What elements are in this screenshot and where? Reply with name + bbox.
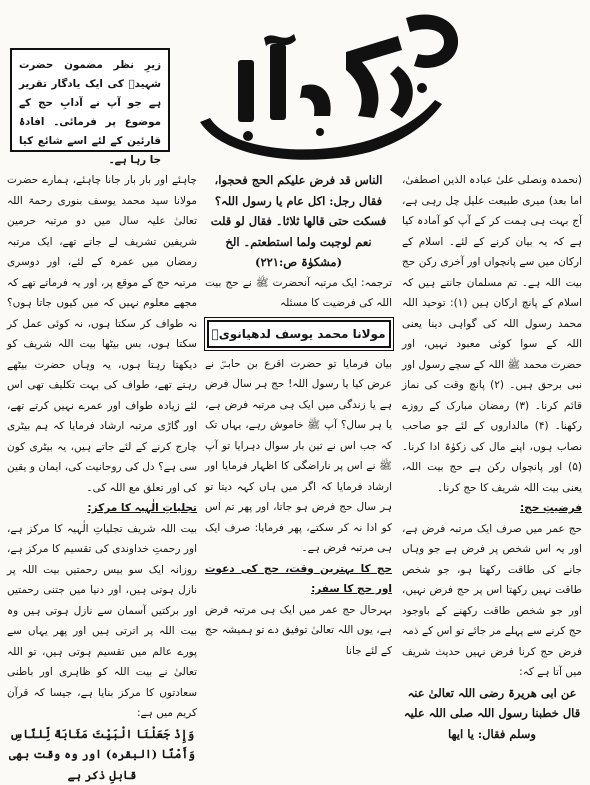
paragraph-translation: ترجمہ: ایک مرتبہ آنحضرت ﷺ نے حج بیت اللہ کی فرضیت کا مسئلہ [205, 273, 392, 314]
arabic-hadith-start: عن ابی ھریرۃ رضی اللہ تعالیٰ عنہ قال خطبنا رسول اللہ صلی اللہ علیہ وسلم فقال: یا ایھا [402, 683, 582, 745]
author-byline-box [207, 320, 391, 348]
paragraph-obligation: حج عمر میں صرف ایک مرتبہ فرض ہے، اور یہ اس شخص پر فرض ہے جو وہاں جانے کی طاقت رکھتا ہو، جو شخص طاقت نہیں رکھتا اس پر حج فرض نہیں، اور جو شخص طاقت رکھنے کے باوجود حج کرنے سے پہلے مر جائے تو اس کے ذمہ فرض حج کرنا فرض نہیں حدیث شریف میں آتا ہے کہ: [402, 519, 582, 683]
arabic-hadith-continued: الناس قد فرض علیکم الحج فحجوا، فقال رجل: اکل عام یا رسول اللہ؟ فسکت حتی قالھا ثلاثا۔ فقال لو قلت نعم لوجبت ولما استطعتم۔ الخ (مشکوٰۃ ص:۲۲۱) [205, 170, 392, 273]
intro-note-text: زیرِ نظر مضمون حضرت شہیدؒ کی ایک یادگار تقریر ہے جو آپ نے آدابِ حج کے موضوع پر فرمائی۔ افادۂ قارئین کے لئے اسے شائع کیا جا رہا ہے۔ [19, 59, 161, 166]
paragraph-narration: بیان فرمایا تو حضرت اقرع بن حابسؓ نے عرض کیا یا رسول اللہ! حج ہر سال فرض ہے یا زندگی میں ایک ہی مرتبہ فرض ہے، یا ہر سال؟ آپ ﷺ خاموش رہے، یہاں تک کہ جب اس نے تین بار سوال دہرایا تو آپ ﷺ نے اس پر ناراضگی کا اظہار فرمایا اور ارشاد فرمایا کہ اگر میں ہاں کہہ دیتا تو ہر سال حج فرض ہو جاتا، اور پھر تم اس کو ادا نہ کر سکتے، پھر فرمایا: صرف ایک ہی مرتبہ فرض ہے۔ [205, 354, 392, 559]
paragraph-banuri: چاہئے اور بار بار جانا چاہئے، ہمارے حضرت مولانا سید محمد یوسف بنوری رحمۃ اللہ تعالیٰ علیہ سال میں دو مرتبہ حرمین شریفین تشریف لے جاتے تھے، ایک مرتبہ رمضان میں عمرہ کے لئے، اور دوسری مرتبہ حج کے موقع پر، اور یہ فرماتے تھے کہ مجھے معلوم نہیں کہ میں کیوں جاتا ہوں؟ نہ طواف کر سکتا ہوں، نہ کوئی عمل کر سکتا ہوں، بس بیٹھا بیت اللہ شریف کو دیکھتا رہتا ہوں، یہ وہاں حضرت بیٹھے رہتے تھے، طواف کی بہت تکلیف تھی اس لئے زیادہ طواف اور عمرے نہیں کرتے تھے، اور گاڑی مرتبہ ارشاد فرمایا کہ ہم بیٹری چارج کرنے کے لئے جاتے ہیں، یہ بیٹری کون سی ہے؟ دل کی روحانیت کی، ایمان و یقین کی اور تعلق مع اللہ کی۔ [7, 170, 197, 498]
paragraph-best-time: بہرحال حج عمر میں ایک ہی مرتبہ فرض ہے، یوں اللہ تعالیٰ توفیق دے تو ہمیشہ حج کے لئے جانا [205, 600, 392, 662]
intro-note-box [10, 48, 170, 152]
subheading-hajj-obligation: فرضیتِ حج: [402, 498, 582, 519]
column-middle [205, 170, 392, 750]
paragraph-divine-manifestations: بیت اللہ شریف تجلیاتِ الٰہیہ کا مرکز ہے، اور رحمتِ خداوندی کی تقسیم کا مرکز ہے، روزانہ ایک سو بیس رحمتیں بیت اللہ پر نازل ہوتی ہیں، اور دنیا میں جتنی رحمتیں اور برکتیں آسمان سے نازل ہوتی ہیں وہ بیت اللہ پر اترتی ہیں اور پھر یہاں سے پورے عالم میں تقسیم ہوتی ہیں، تو اللہ تعالیٰ نے بیت اللہ کو ظاہری اور باطنی سعادتوں کا مرکز بنایا ہے، جیسا کہ قرآن کریم میں ہے: [7, 519, 197, 724]
paragraph-intro: (نحمدہ ونصلی علیٰ عبادہ الذین اصطفیٰ، اما بعد) میری طبیعت علیل چل رہی ہے، آج بہت ہی ہمت کر کے آپ کو آمادہ کیا ہے کہ یہ بیان کرنے کے لئے۔ اسلام کے ارکان میں سے پانچواں اور آخری رکن حج بیت اللہ ہے۔ تم مسلمان جانتے ہیں کہ اسلام کے پانچ ارکان ہیں (۱): توحید اللہ محمد رسول اللہ کی گواہی دینا یعنی اللہ کے سوا کوئی معبود نہیں، اور حضرت محمد ﷺ اللہ کے سچے رسول اور نبی برحق ہیں۔ (۲) پانچ وقت کی نماز قائم کرنا۔ (۳) رمضان مبارک کے روزے رکھنا۔ (۴) مالداروں کے لئے جو صاحب نصاب ہوں، اپنے مال کی زکوٰۃ ادا کرنا۔ (۵) اور پانچواں رکن ہے حج بیت اللہ، یعنی بیت اللہ شریف کا حج کرنا۔ [402, 170, 582, 498]
column-right [402, 170, 582, 750]
quran-verse: وَإِذْ جَعَلْنَا الْبَيْتَ مَثَابَةً لِّلنَّاسِ وَأَمْنًا (البقرہ) اور وہ وقت بھی قابلِ ذکر ہے [7, 724, 197, 785]
author-name: مولانا محمد یوسف لدھیانویؒ [212, 327, 386, 341]
column-left [7, 170, 197, 750]
subheading-divine-manifestations: تجلیاتِ الٰہیہ کا مرکز: [7, 498, 197, 519]
subheading-best-time: حج کا بہترین وقت، حج کی دعوت اور حج کا سفر: [205, 559, 392, 600]
calligraphic-title-art [170, 0, 470, 160]
